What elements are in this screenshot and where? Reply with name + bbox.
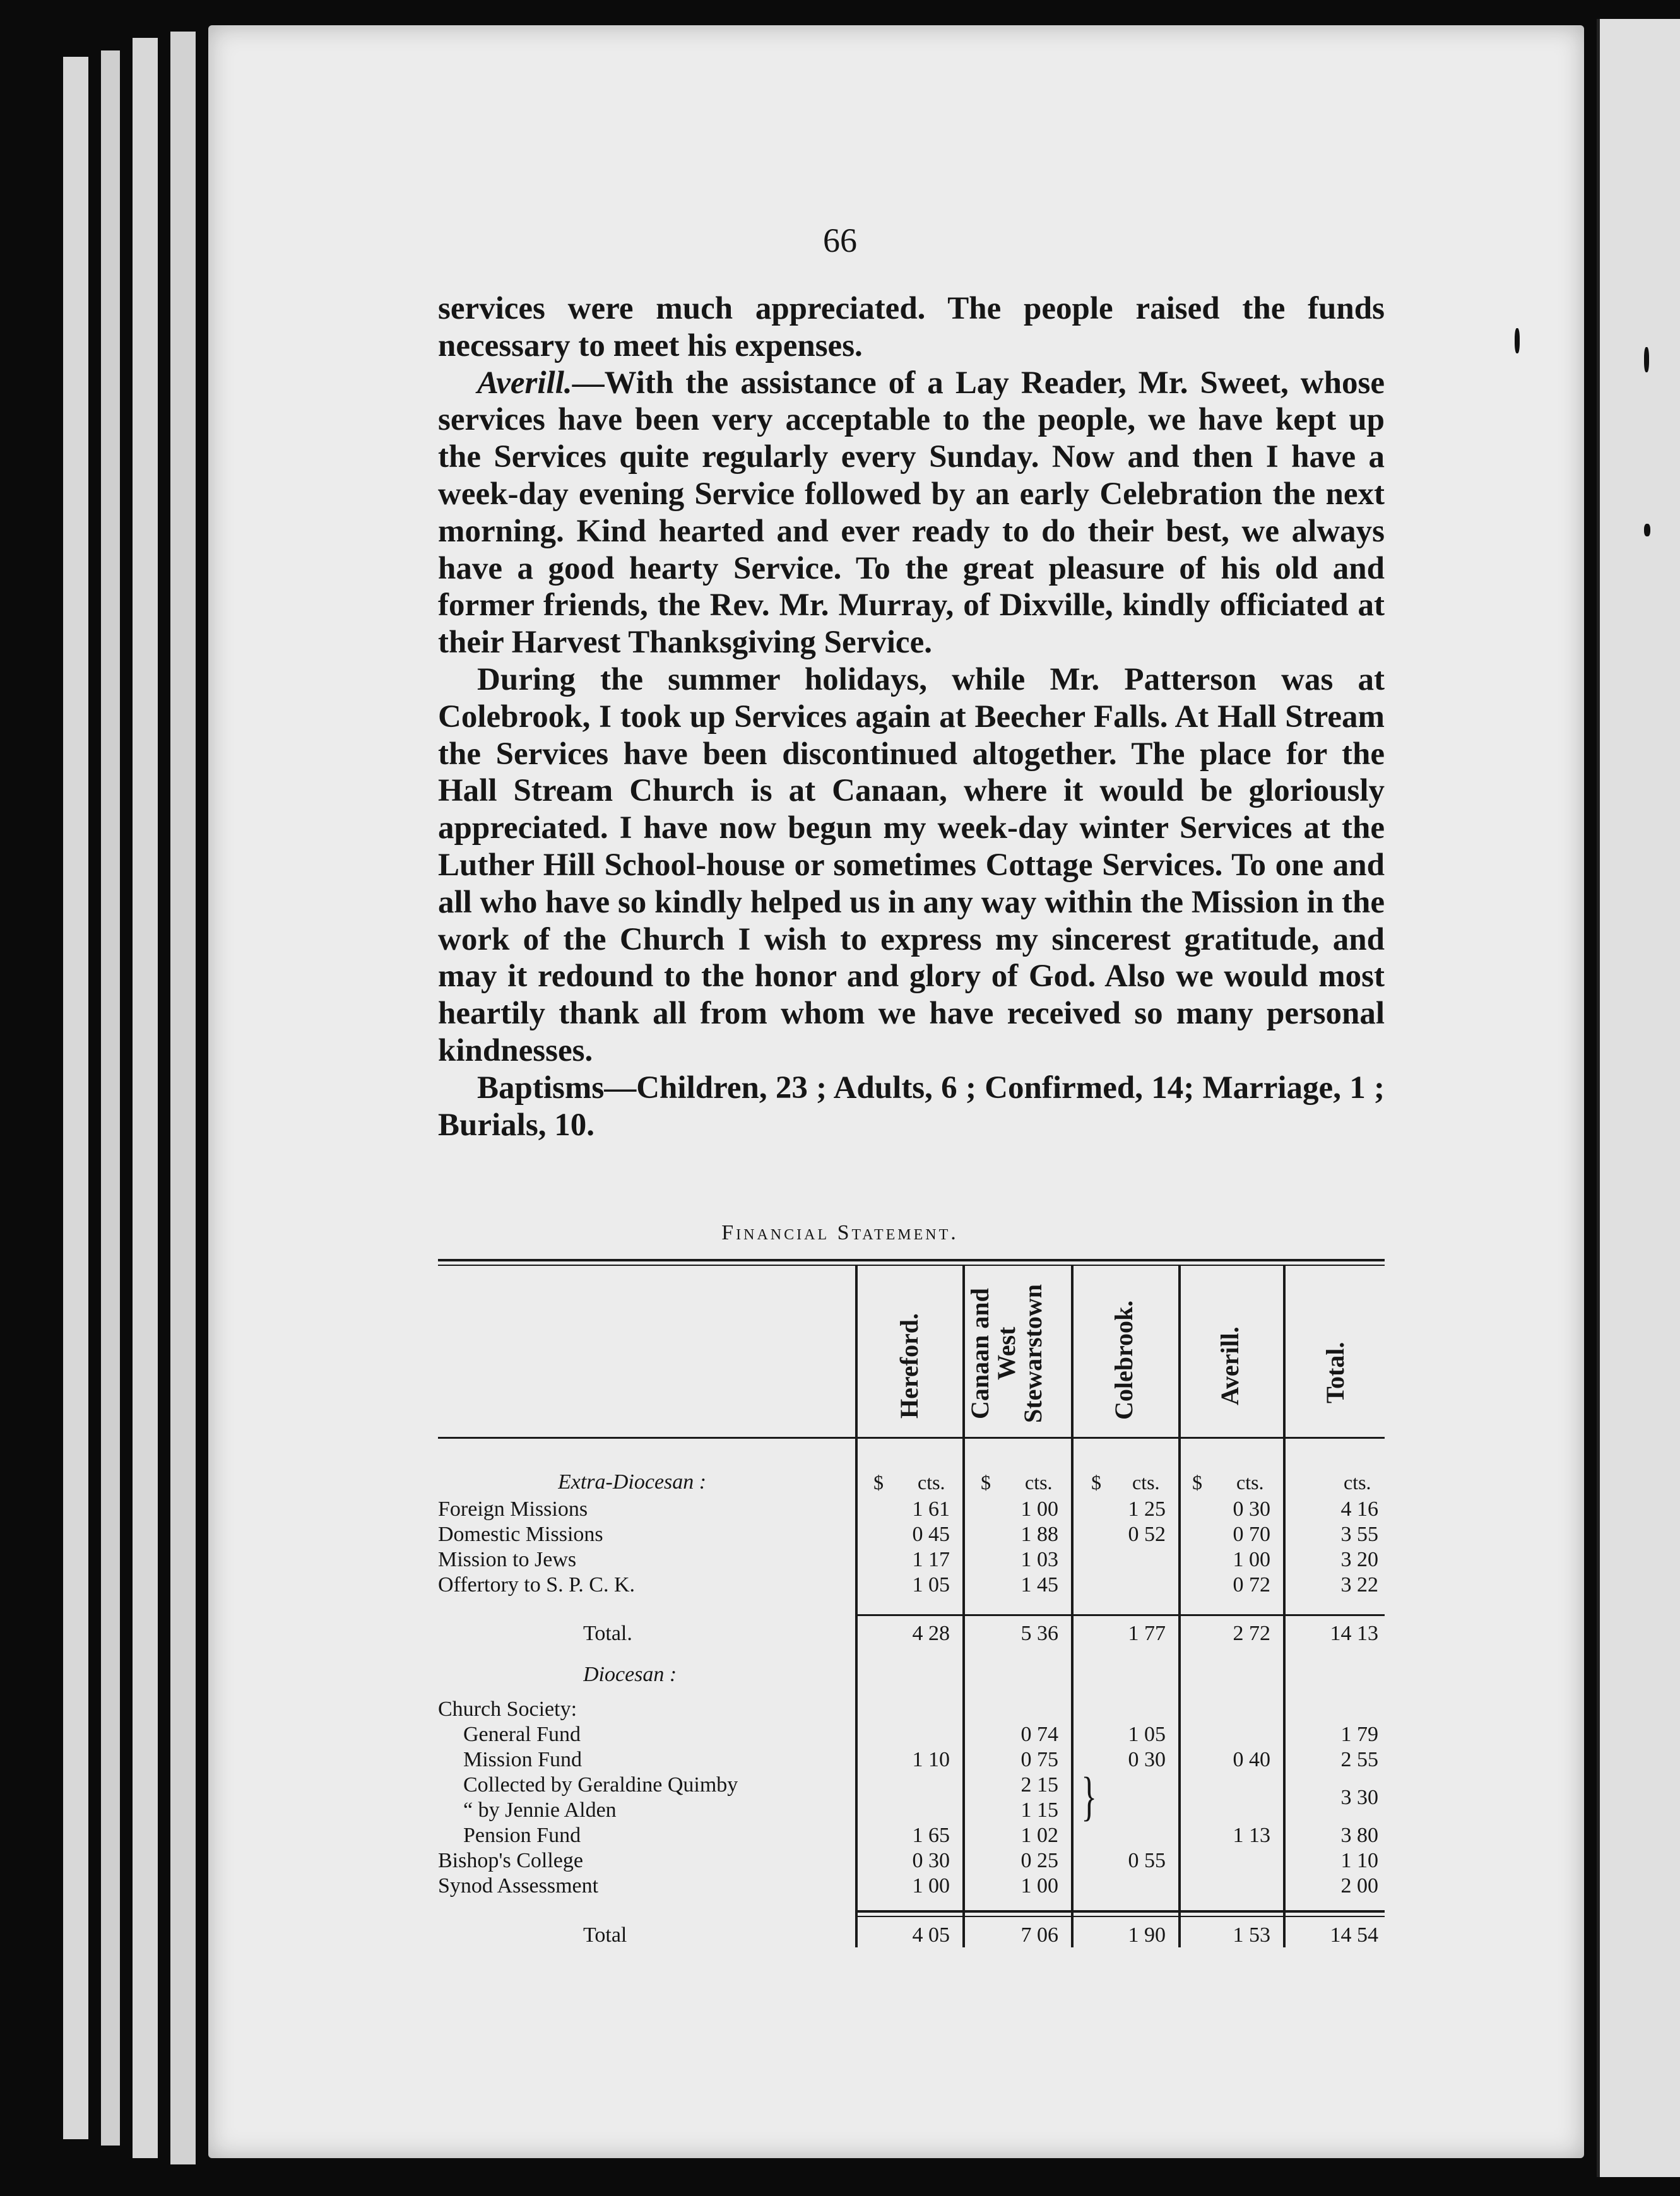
dollar-unit: $ [1192,1471,1202,1494]
amount-cell: 1 00 [1020,1874,1058,1898]
amount-cell: 0 75 [1020,1748,1058,1771]
column-header-averill: Averill. [1216,1326,1244,1406]
amount-cell: 7 06 [1020,1923,1058,1947]
table-row [438,1523,1385,1547]
ink-mark [1644,524,1650,536]
row-label: Foreign Missions [438,1497,588,1521]
section-label: Church Society: [438,1697,577,1721]
column-header-total: Total. [1321,1342,1349,1403]
table-row [438,1548,1385,1572]
amount-cell: 0 45 [912,1523,950,1546]
amount-cell: 1 02 [1020,1824,1058,1847]
row-label: Collected by Geraldine Quimby [463,1773,738,1797]
amount-cell: 2 15 [1020,1773,1058,1797]
amount-cell: 0 72 [1233,1573,1270,1597]
table-row [438,1748,1385,1772]
amount-cell: 1 10 [1340,1849,1378,1872]
paragraph: During the summer holidays, while Mr. Patterson was at Colebrook, I took up Services again at Beecher Falls. At Hall Stream the Services have been discontinued altogether. The place for the Hall Stream Church is at Canaan, where it would be gloriously appreciated. I have now begun my week-day winter Services at the Luther Hill School-house or sometimes Cottage Services. To one and all who have so kindly helped us in any way within the Mission in the work of the Church I wish to express my sincerest gratitude, and may it redound to the honor and glory of God. Also we would most heartily thank all from whom we have received so many personal kindnesses. [438,661,1385,1068]
amount-cell: 1 25 [1128,1497,1166,1521]
amount-cell: 3 22 [1340,1573,1378,1597]
amount-cell: 5 36 [1020,1622,1058,1645]
amount-cell: 3 20 [1340,1548,1378,1571]
amount-cell: 4 05 [912,1923,950,1947]
dollar-unit: $ [981,1471,991,1494]
paragraph: Baptisms—Children, 23 ; Adults, 6 ; Confirmed, 14; Marriage, 1 ; Burials, 10. [438,1070,1385,1143]
table-row [438,1573,1385,1597]
row-label: Domestic Missions [438,1523,603,1546]
amount-cell: 1 00 [1233,1548,1270,1571]
amount-cell: 4 16 [1340,1497,1378,1521]
amount-cell: 1 15 [1020,1798,1058,1822]
amount-cell: 2 00 [1340,1874,1378,1898]
cents-unit: cts. [918,1471,945,1494]
amount-cell: 1 53 [1233,1923,1270,1947]
subtotal-rule [855,1910,1385,1913]
row-label: Mission Fund [463,1748,582,1771]
amount-cell: 1 05 [912,1573,950,1597]
table-top-rule [438,1265,1385,1266]
amount-cell: 0 55 [1128,1849,1166,1872]
cents-unit: cts. [1236,1471,1264,1494]
column-header-colebrook: Colebrook. [1109,1300,1138,1420]
amount-cell: 1 79 [1340,1723,1378,1746]
ink-mark [1515,328,1520,353]
table-total-row [438,1622,1385,1646]
amount-cell: 1 10 [912,1748,950,1771]
row-label: Pension Fund [463,1824,581,1847]
amount-cell: 2 55 [1340,1748,1378,1771]
table-row [438,1798,1385,1822]
table-row [438,1697,1385,1721]
subtotal-rule [855,1916,1385,1917]
amount-cell: 2 72 [1233,1622,1270,1645]
amount-cell: 1 65 [912,1824,950,1847]
table-row [438,1824,1385,1848]
amount-cell: 3 55 [1340,1523,1378,1546]
cents-unit: cts. [1344,1471,1371,1494]
amount-cell: 1 05 [1128,1723,1166,1746]
amount-cell: 1 77 [1128,1622,1166,1645]
table-row [438,1470,1385,1494]
row-label: Bishop's College [438,1849,583,1872]
table-row [438,1723,1385,1747]
page-edge [101,50,120,2146]
opposite-page-edge [1597,19,1680,2177]
dollar-unit: $ [1091,1471,1101,1494]
subtotal-rule [855,1614,1385,1616]
row-label: Total. [583,1622,632,1645]
table-row [438,1874,1385,1898]
ink-mark [1644,347,1649,372]
row-label: General Fund [463,1723,581,1746]
table-top-rule [438,1259,1385,1261]
page-number: 66 [823,221,857,259]
amount-cell: 3 80 [1340,1824,1378,1847]
amount-cell: 1 17 [912,1548,950,1571]
column-header-canaan: Canaan and West Stewarstown [966,1284,1047,1423]
amount-cell: 1 00 [912,1874,950,1898]
table-row [438,1497,1385,1521]
amount-cell: 0 25 [1020,1849,1058,1872]
amount-cell: 0 70 [1233,1523,1270,1546]
page-edge [170,32,196,2164]
header-rule [438,1437,1385,1439]
paragraph: Averill.—With the assistance of a Lay Reader, Mr. Sweet, whose services have been very acceptable to the people, we have kept up the Services quite regularly every Sunday. Now and then I have a week-day evening Service followed by an early Celebration the next morning. Kind hearted and ever ready to do their best, we always have a good hearty Service. To the great pleasure of his old and former friends, the Rev. Mr. Murray, of Dixville, kindly officiated at their Harvest Thanksgiving Service. [438,365,1385,661]
amount-cell: 1 45 [1020,1573,1058,1597]
page-edge [133,38,158,2158]
column-header-hereford: Hereford. [895,1313,923,1419]
amount-cell: 1 88 [1020,1523,1058,1546]
amount-cell: 1 90 [1128,1923,1166,1947]
amount-cell: 14 54 [1330,1923,1378,1947]
table-total-row [438,1923,1385,1947]
amount-cell: 0 30 [1233,1497,1270,1521]
financial-statement-title: Financial Statement. [721,1221,959,1244]
row-label: Synod Assessment [438,1874,599,1898]
amount-cell: 0 74 [1020,1723,1058,1746]
section-label: Extra-Diocesan : [558,1470,707,1494]
amount-cell: 4 28 [912,1622,950,1645]
row-label: “ by Jennie Alden [463,1798,617,1822]
amount-cell: 1 03 [1020,1548,1058,1571]
amount-cell: 1 13 [1233,1824,1270,1847]
table-row [438,1663,1385,1687]
page-edge [63,57,88,2139]
amount-cell: 1 00 [1020,1497,1058,1521]
amount-cell: 0 40 [1233,1748,1270,1771]
amount-cell: 0 52 [1128,1523,1166,1546]
dollar-unit: $ [873,1471,884,1494]
cents-unit: cts. [1132,1471,1160,1494]
paragraph: services were much appreciated. The people raised the funds necessary to meet his expenses. [438,291,1385,363]
row-label: Offertory to S. P. C. K. [438,1573,635,1597]
cents-unit: cts. [1025,1471,1053,1494]
amount-cell: 14 13 [1330,1622,1378,1645]
row-label: Mission to Jews [438,1548,577,1571]
amount-cell: 0 30 [912,1849,950,1872]
collected-total-cell: 3 30 [1340,1786,1378,1809]
table-row [438,1849,1385,1873]
brace-icon: } [1081,1766,1097,1826]
table-row [438,1773,1385,1797]
body-text [438,290,1385,1143]
amount-cell: 1 61 [912,1497,950,1521]
amount-cell: 0 30 [1128,1748,1166,1771]
section-label: Diocesan : [583,1663,677,1686]
row-label: Total [583,1923,627,1947]
